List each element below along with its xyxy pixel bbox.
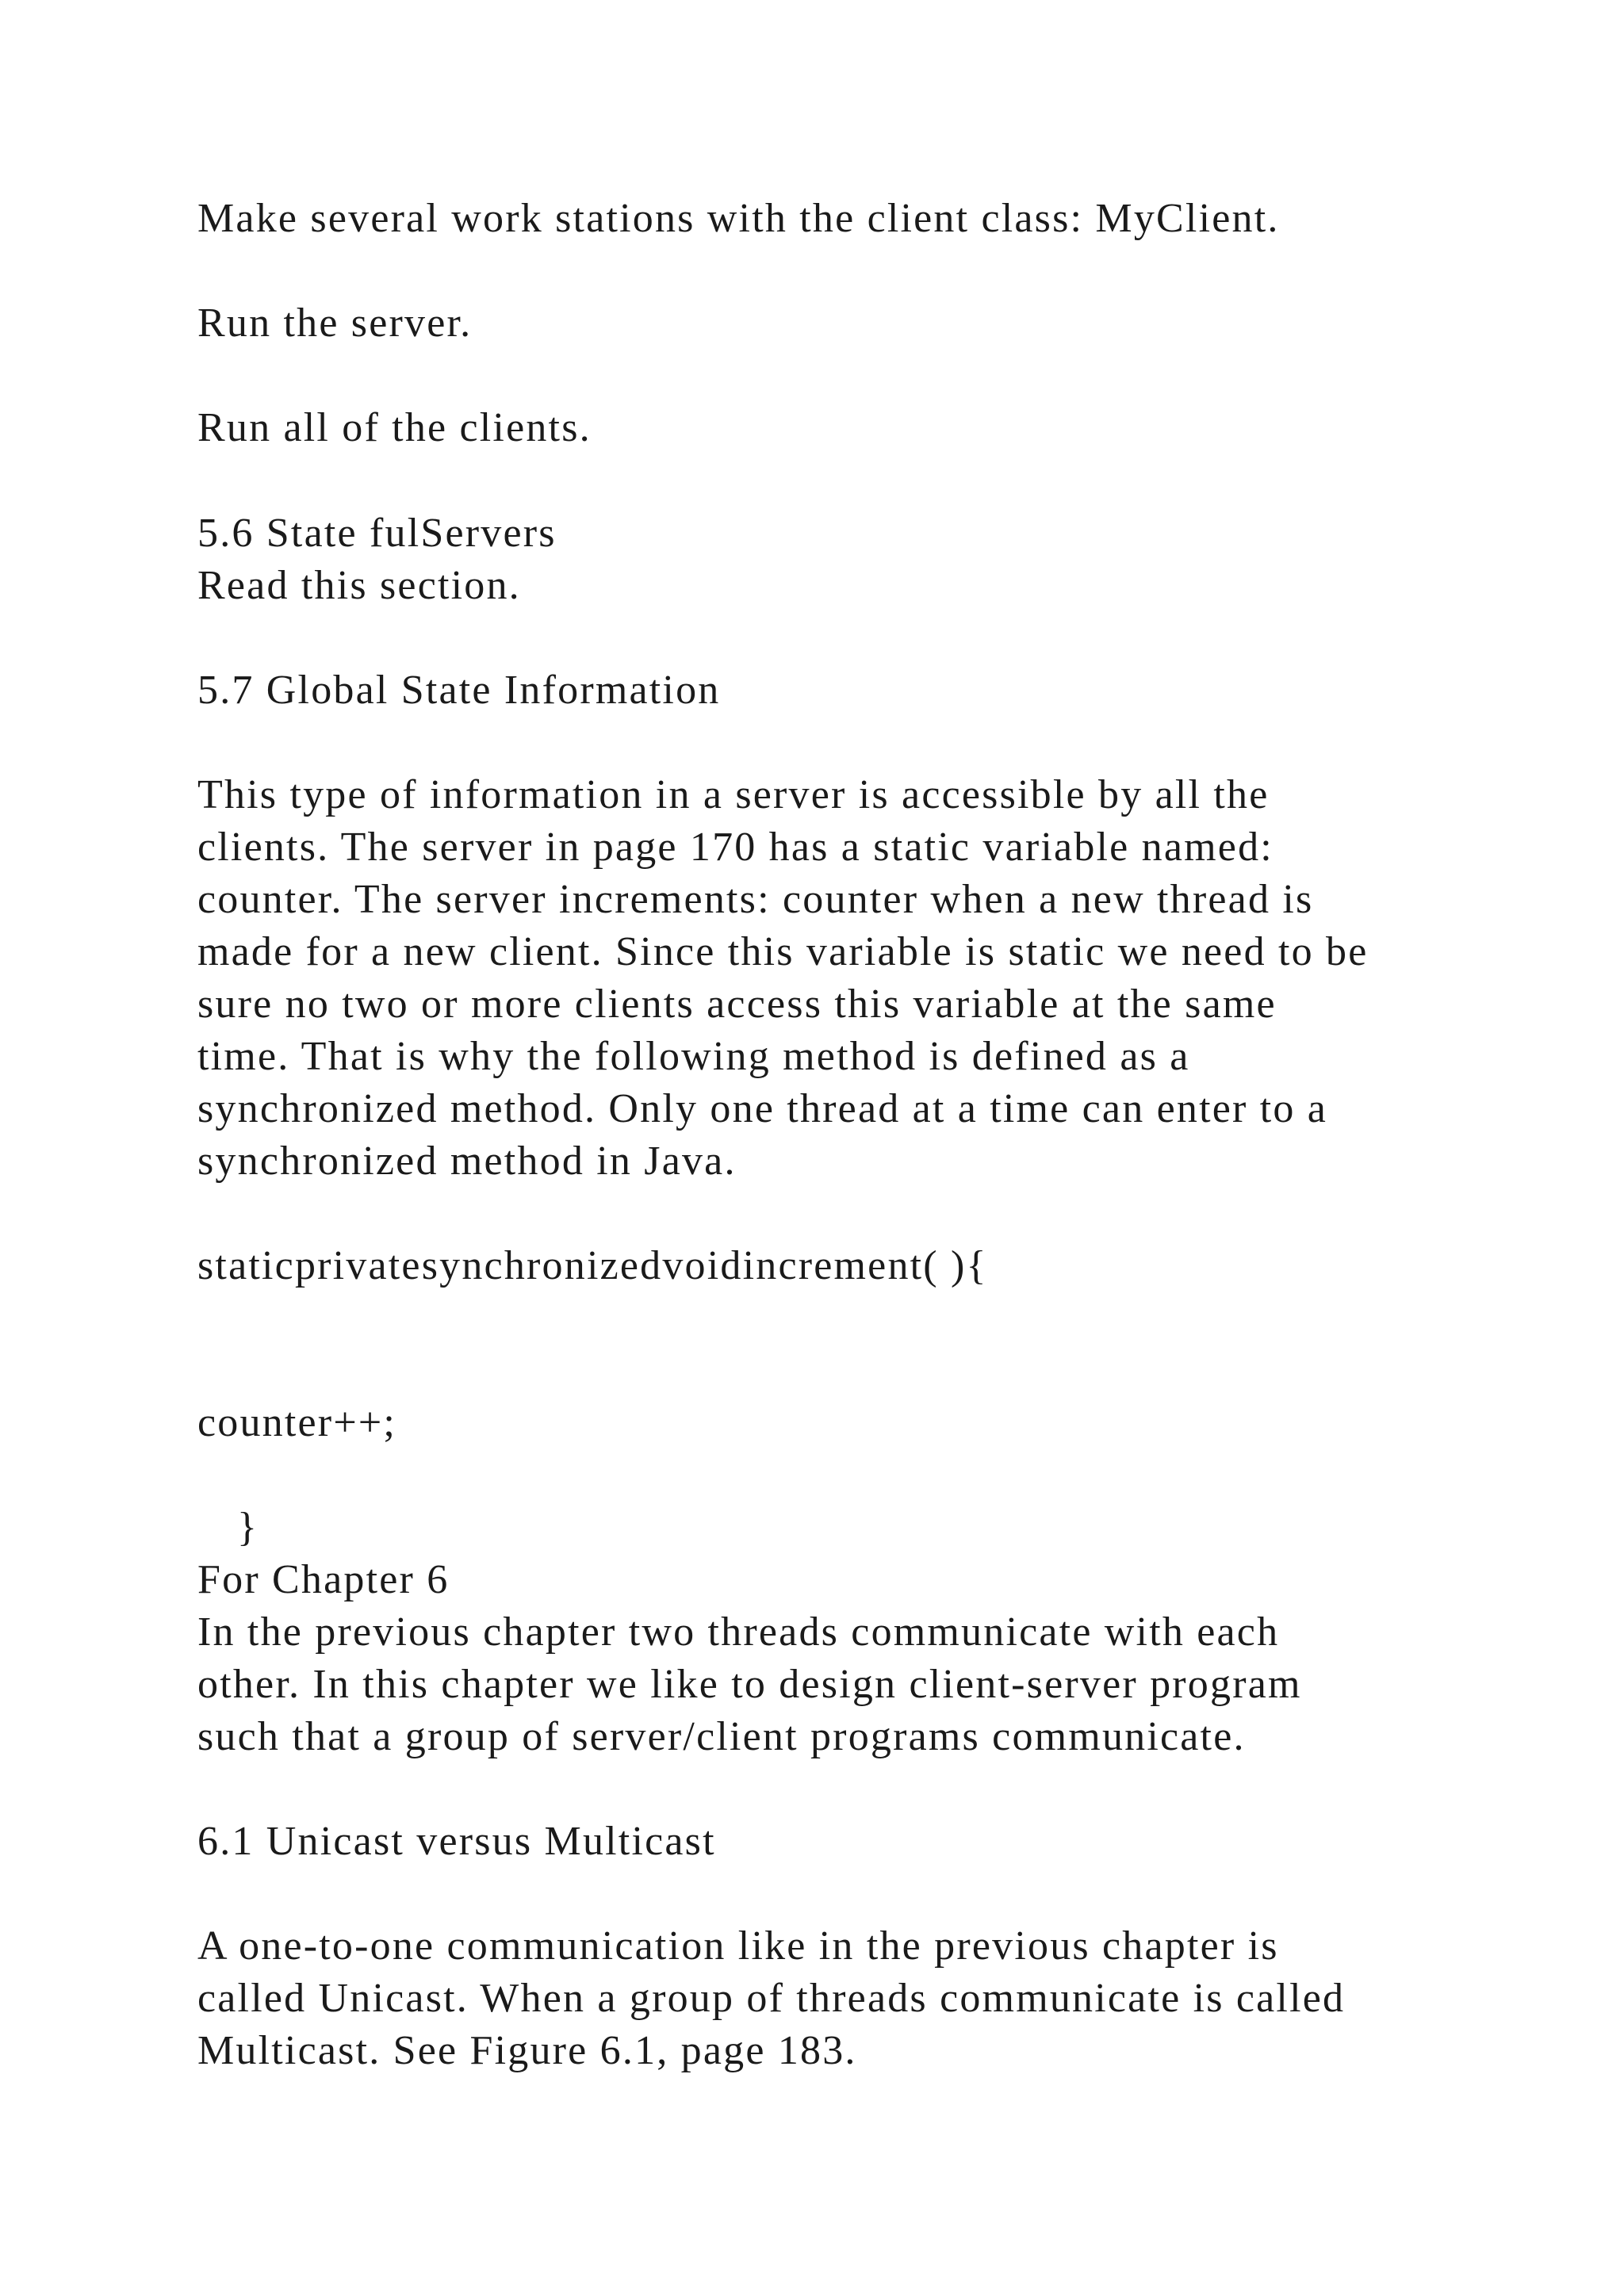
- paragraph-line: synchronized method in Java.: [197, 1138, 737, 1184]
- paragraph-line: In the previous chapter two threads communicate with each: [197, 1609, 1280, 1655]
- paragraph-line: synchronized method. Only one thread at a time can enter to a: [197, 1086, 1328, 1131]
- paragraph-line: time. That is why the following method is defined as a: [197, 1034, 1190, 1079]
- paragraph-line: clients. The server in page 170 has a static variable named:: [197, 825, 1274, 870]
- section-heading-5-7: 5.7 Global State Information: [197, 668, 721, 713]
- code-counter-increment: counter++;: [197, 1400, 397, 1445]
- instruction-run-clients: Run all of the clients.: [197, 405, 592, 450]
- code-closing-brace: }: [237, 1505, 259, 1550]
- instruction-run-server: Run the server.: [197, 300, 473, 346]
- section-heading-5-6: 5.6 State fulServers: [197, 511, 557, 556]
- section-heading-6-1: 6.1 Unicast versus Multicast: [197, 1819, 716, 1864]
- paragraph-line: A one-to-one communication like in the previous chapter is: [197, 1923, 1279, 1969]
- paragraph-line: other. In this chapter we like to design client-server program: [197, 1662, 1302, 1707]
- paragraph-line: called Unicast. When a group of threads communicate is called: [197, 1976, 1346, 2021]
- chapter-heading-6: For Chapter 6: [197, 1557, 450, 1602]
- instruction-workstations: Make several work stations with the client class: MyClient.: [197, 196, 1280, 241]
- section-5-6-text: Read this section.: [197, 563, 521, 608]
- paragraph-line: Multicast. See Figure 6.1, page 183.: [197, 2028, 857, 2073]
- paragraph-line: counter. The server increments: counter when a new thread is: [197, 877, 1314, 922]
- paragraph-line: made for a new client. Since this variable is static we need to be: [197, 929, 1369, 974]
- code-method-signature: staticprivatesynchronizedvoidincrement( ){: [197, 1243, 988, 1288]
- paragraph-line: This type of information in a server is accessible by all the: [197, 772, 1270, 817]
- paragraph-line: sure no two or more clients access this variable at the same: [197, 982, 1277, 1027]
- paragraph-line: such that a group of server/client programs communicate.: [197, 1714, 1246, 1759]
